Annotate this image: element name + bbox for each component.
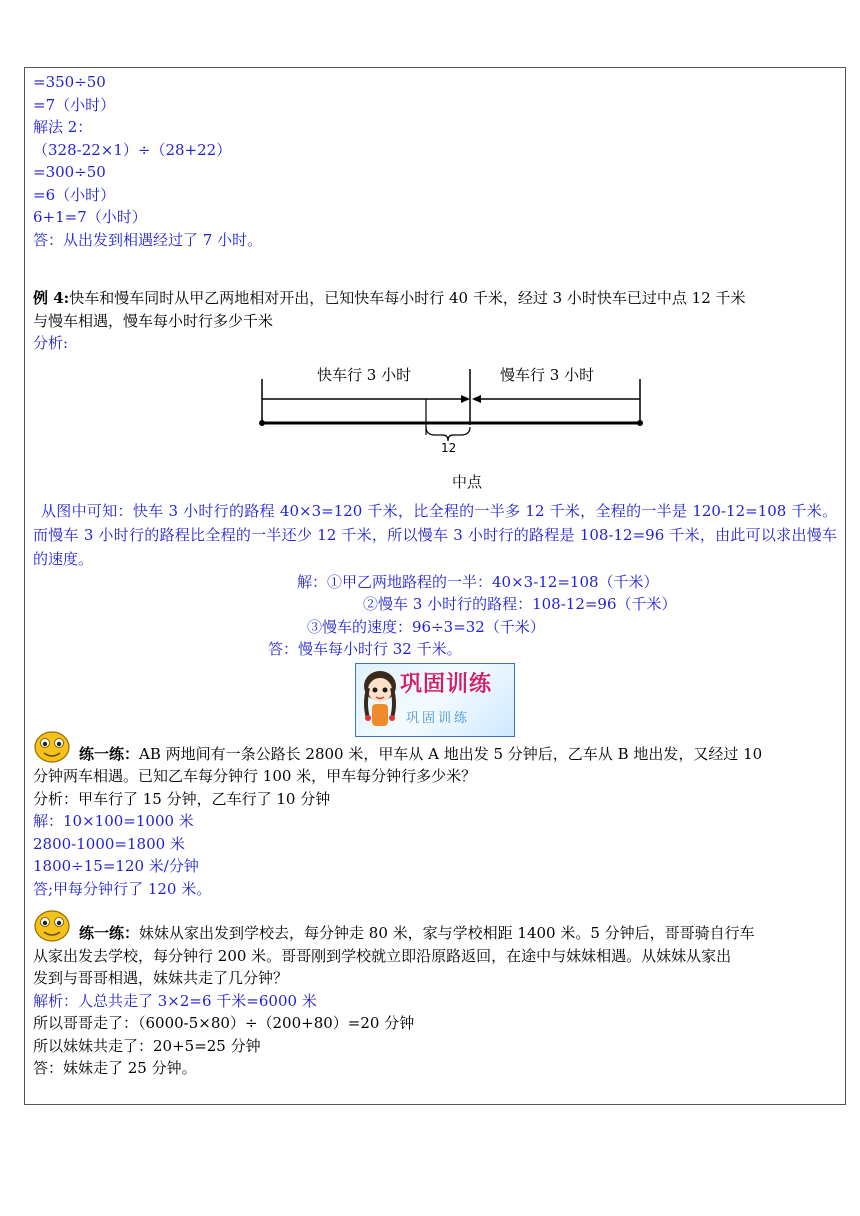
example-4-analysis-label: 分析: (33, 334, 69, 352)
practice-2-question-text: 妹妹从家出发到学校去，每分钟走 80 米，家与学校相距 1400 米。5 分钟后，哥哥骑自行车 (139, 924, 755, 942)
consolidation-badge (355, 663, 515, 737)
practice-1-step: 解：10×100=1000 米 (33, 812, 194, 830)
example-4 (33, 287, 837, 661)
practice-1 (33, 743, 837, 901)
example-4-explanation: 从图中可知：快车 3 小时行的路程 40×3=120 千米，比全程的一半多 12 千米，全程的一半是 120-12=108 千米。而慢车 3 小时行的路程比全程的一半还少 12 千米，所以慢车 3 小时行的路程是 108-12=96 千米，由此可以求出慢车的速度。 (33, 501, 837, 568)
prev-line: =350÷50 (33, 73, 106, 91)
example-4-label: 例 4: (33, 289, 70, 307)
previous-solution (33, 71, 837, 251)
practice-1-analysis: 分析：甲车行了 15 分钟，乙车行了 10 分钟 (33, 789, 331, 808)
practice-1-question-text: AB 两地间有一条公路长 2800 米，甲车从 A 地出发 5 分钟后，乙车从 B 地出发，又经过 10 (139, 744, 763, 763)
smiley-emoji-icon (33, 729, 71, 763)
gap-label: 12 (441, 440, 457, 455)
practice-1-step: 2800-1000=1800 米 (33, 834, 185, 853)
prev-line: =300÷50 (33, 163, 106, 181)
solution-step-2: ②慢车 3 小时行的路程：108-12=96（千米） (363, 595, 677, 613)
content-body (33, 71, 837, 1080)
fast-car-arrowhead (461, 395, 470, 403)
practice-1-answer: 答;甲每分钟行了 120 米。 (33, 879, 212, 898)
prev-answer: 答：从出发到相遇经过了 7 小时。 (33, 230, 263, 249)
start-point (259, 420, 265, 426)
gap-bracket (426, 427, 470, 441)
badge-subtitle: 巩固训练 (406, 710, 471, 726)
fast-car-label: 快车行 3 小时 (317, 365, 412, 384)
prev-line: 解法 2： (33, 118, 93, 136)
badge-title: 巩固训练 (400, 671, 493, 697)
solution-step-1: 解：①甲乙两地路程的一半：40×3-12=108（千米） (297, 572, 659, 591)
solution-answer: 答：慢车每小时行 32 千米。 (268, 640, 462, 658)
practice-1-question-cont: 分钟两车相遇。已知乙车每分钟行 100 米，甲车每分钟行多少米？ (33, 767, 477, 785)
prev-line: （328-22×1）÷（28+22） (33, 140, 232, 159)
practice-2-question-cont: 从家出发去学校，每分钟行 200 米。哥哥刚到学校就立即沿原路返回，在途中与妹妹相遇。从妹妹从家出 (33, 946, 732, 965)
example-4-question-cont: 与慢车相遇，慢车每小时行多少千米 (33, 311, 274, 330)
content-frame (24, 67, 846, 1105)
practice-2-label: 练一练： (79, 924, 140, 942)
practice-2-step: 所以哥哥走了：（6000-5×80）÷（200+80）=20 分钟 (33, 1014, 415, 1032)
solution-step-3: ③慢车的速度：96÷3=32（千米） (307, 617, 545, 636)
practice-2-step: 解析：人总共走了 3×2=6 千米=6000 米 (33, 991, 317, 1010)
practice-1-question (33, 743, 837, 766)
diagram-svg (33, 355, 839, 499)
badge-row (33, 661, 837, 743)
spacer (33, 251, 837, 287)
smiley-emoji-icon (33, 908, 71, 942)
prev-line: =7（小时） (33, 95, 116, 114)
practice-2-question-cont: 发到与哥哥相遇，妹妹共走了几分钟？ (33, 969, 289, 987)
end-point (637, 420, 643, 426)
practice-2 (33, 922, 837, 1080)
spacer (33, 900, 837, 922)
practice-2-step: 所以妹妹共走了：20+5=25 分钟 (33, 1036, 261, 1055)
line-segment-diagram (33, 355, 837, 499)
prev-line: =6（小时） (33, 185, 116, 204)
slow-car-arrowhead (472, 395, 481, 403)
practice-2-question (33, 922, 837, 945)
practice-1-label: 练一练： (79, 744, 140, 763)
slow-car-label: 慢车行 3 小时 (500, 365, 595, 384)
example-4-question-text: 快车和慢车同时从甲乙两地相对开出，已知快车每小时行 40 千米，经过 3 小时快车已过中点 12 千米 (69, 289, 746, 307)
practice-2-answer: 答：妹妹走了 25 分钟。 (33, 1059, 197, 1077)
midpoint-label: 中点 (452, 472, 483, 491)
practice-1-step: 1800÷15=120 米/分钟 (33, 857, 199, 875)
example-4-question (33, 287, 837, 310)
prev-line: 6+1=7（小时） (33, 208, 147, 226)
